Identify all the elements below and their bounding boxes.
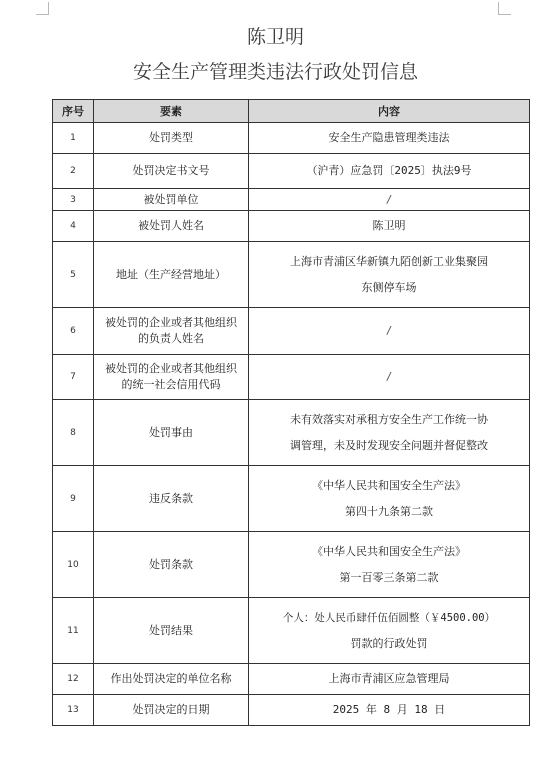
row-element: 违反条款 [94, 466, 249, 532]
row-content: 陈卫明 [249, 211, 530, 242]
table-row [53, 532, 530, 598]
row-index: 12 [53, 664, 94, 695]
table-row [53, 598, 530, 664]
row-element-line: 被处罚的企业或者其他组织 [105, 316, 237, 329]
row-element-line: 的负责人姓名 [138, 332, 204, 345]
row-element-line: 被处罚的企业或者其他组织 [105, 362, 237, 375]
row-element: 处罚决定的日期 [94, 695, 249, 726]
header-content: 内容 [249, 100, 530, 123]
row-element: 处罚决定书文号 [94, 154, 249, 189]
row-content: 安全生产隐患管理类违法 [249, 123, 530, 154]
row-content: / [249, 355, 530, 400]
table-row [53, 242, 530, 308]
row-content [249, 532, 530, 598]
row-element: 被处罚单位 [94, 189, 249, 211]
row-content-line: 上海市青浦区华新镇九陌创新工业集聚园 [290, 254, 488, 268]
header-index: 序号 [53, 100, 94, 123]
penalty-info-table [52, 99, 530, 726]
row-element [94, 355, 249, 400]
table-row [53, 308, 530, 355]
header-element: 要素 [94, 100, 249, 123]
table-row [53, 466, 530, 532]
row-content [249, 400, 530, 466]
document-title: 安全生产管理类违法行政处罚信息 [132, 61, 418, 83]
row-content-line: 第一百零三条第二款 [339, 570, 439, 584]
row-index: 5 [53, 242, 94, 308]
row-content-line: 第四十九条第二款 [345, 504, 433, 518]
row-content-line: 《中华人民共和国安全生产法》 [312, 478, 466, 492]
row-element: 处罚事由 [94, 400, 249, 466]
row-index: 1 [53, 123, 94, 154]
table-row [53, 211, 530, 242]
table-row [53, 123, 530, 154]
row-index: 8 [53, 400, 94, 466]
row-content-line: 《中华人民共和国安全生产法》 [312, 544, 466, 558]
table-row [53, 695, 530, 726]
row-content: 2025 年 8 月 18 日 [249, 695, 530, 726]
row-content-line: 调管理，未及时发现安全问题并督促整改 [290, 438, 488, 452]
person-name-title: 陈卫明 [246, 26, 304, 48]
table-row [53, 400, 530, 466]
row-content [249, 242, 530, 308]
row-index: 13 [53, 695, 94, 726]
row-index: 6 [53, 308, 94, 355]
row-index: 9 [53, 466, 94, 532]
page-corner-mark-left [36, 2, 49, 15]
row-content [249, 598, 530, 664]
row-index: 7 [53, 355, 94, 400]
row-content: 上海市青浦区应急管理局 [249, 664, 530, 695]
row-element: 处罚类型 [94, 123, 249, 154]
table-row [53, 664, 530, 695]
row-content-line: 罚款的行政处罚 [350, 636, 428, 650]
row-content: （沪青）应急罚〔2025〕执法9号 [249, 154, 530, 189]
row-index: 11 [53, 598, 94, 664]
row-content [249, 466, 530, 532]
table-header-row [53, 100, 530, 123]
row-content: / [249, 189, 530, 211]
row-index: 4 [53, 211, 94, 242]
row-element: 作出处罚决定的单位名称 [94, 664, 249, 695]
row-content-line: 未有效落实对承租方安全生产工作统一协 [290, 412, 488, 426]
row-element: 被处罚人姓名 [94, 211, 249, 242]
row-index: 10 [53, 532, 94, 598]
row-content: / [249, 308, 530, 355]
row-element: 地址（生产经营地址） [94, 242, 249, 308]
row-element [94, 308, 249, 355]
row-content-line: 东侧停车场 [361, 280, 417, 294]
row-index: 3 [53, 189, 94, 211]
row-element: 处罚结果 [94, 598, 249, 664]
table-row [53, 355, 530, 400]
row-content-line: 个人：处人民币肆仟伍佰圆整（￥4500.00） [282, 611, 496, 624]
row-element-line: 的统一社会信用代码 [121, 378, 221, 391]
row-element: 处罚条款 [94, 532, 249, 598]
page-corner-mark-right [498, 2, 511, 15]
table-row [53, 154, 530, 189]
row-index: 2 [53, 154, 94, 189]
table-row [53, 189, 530, 211]
